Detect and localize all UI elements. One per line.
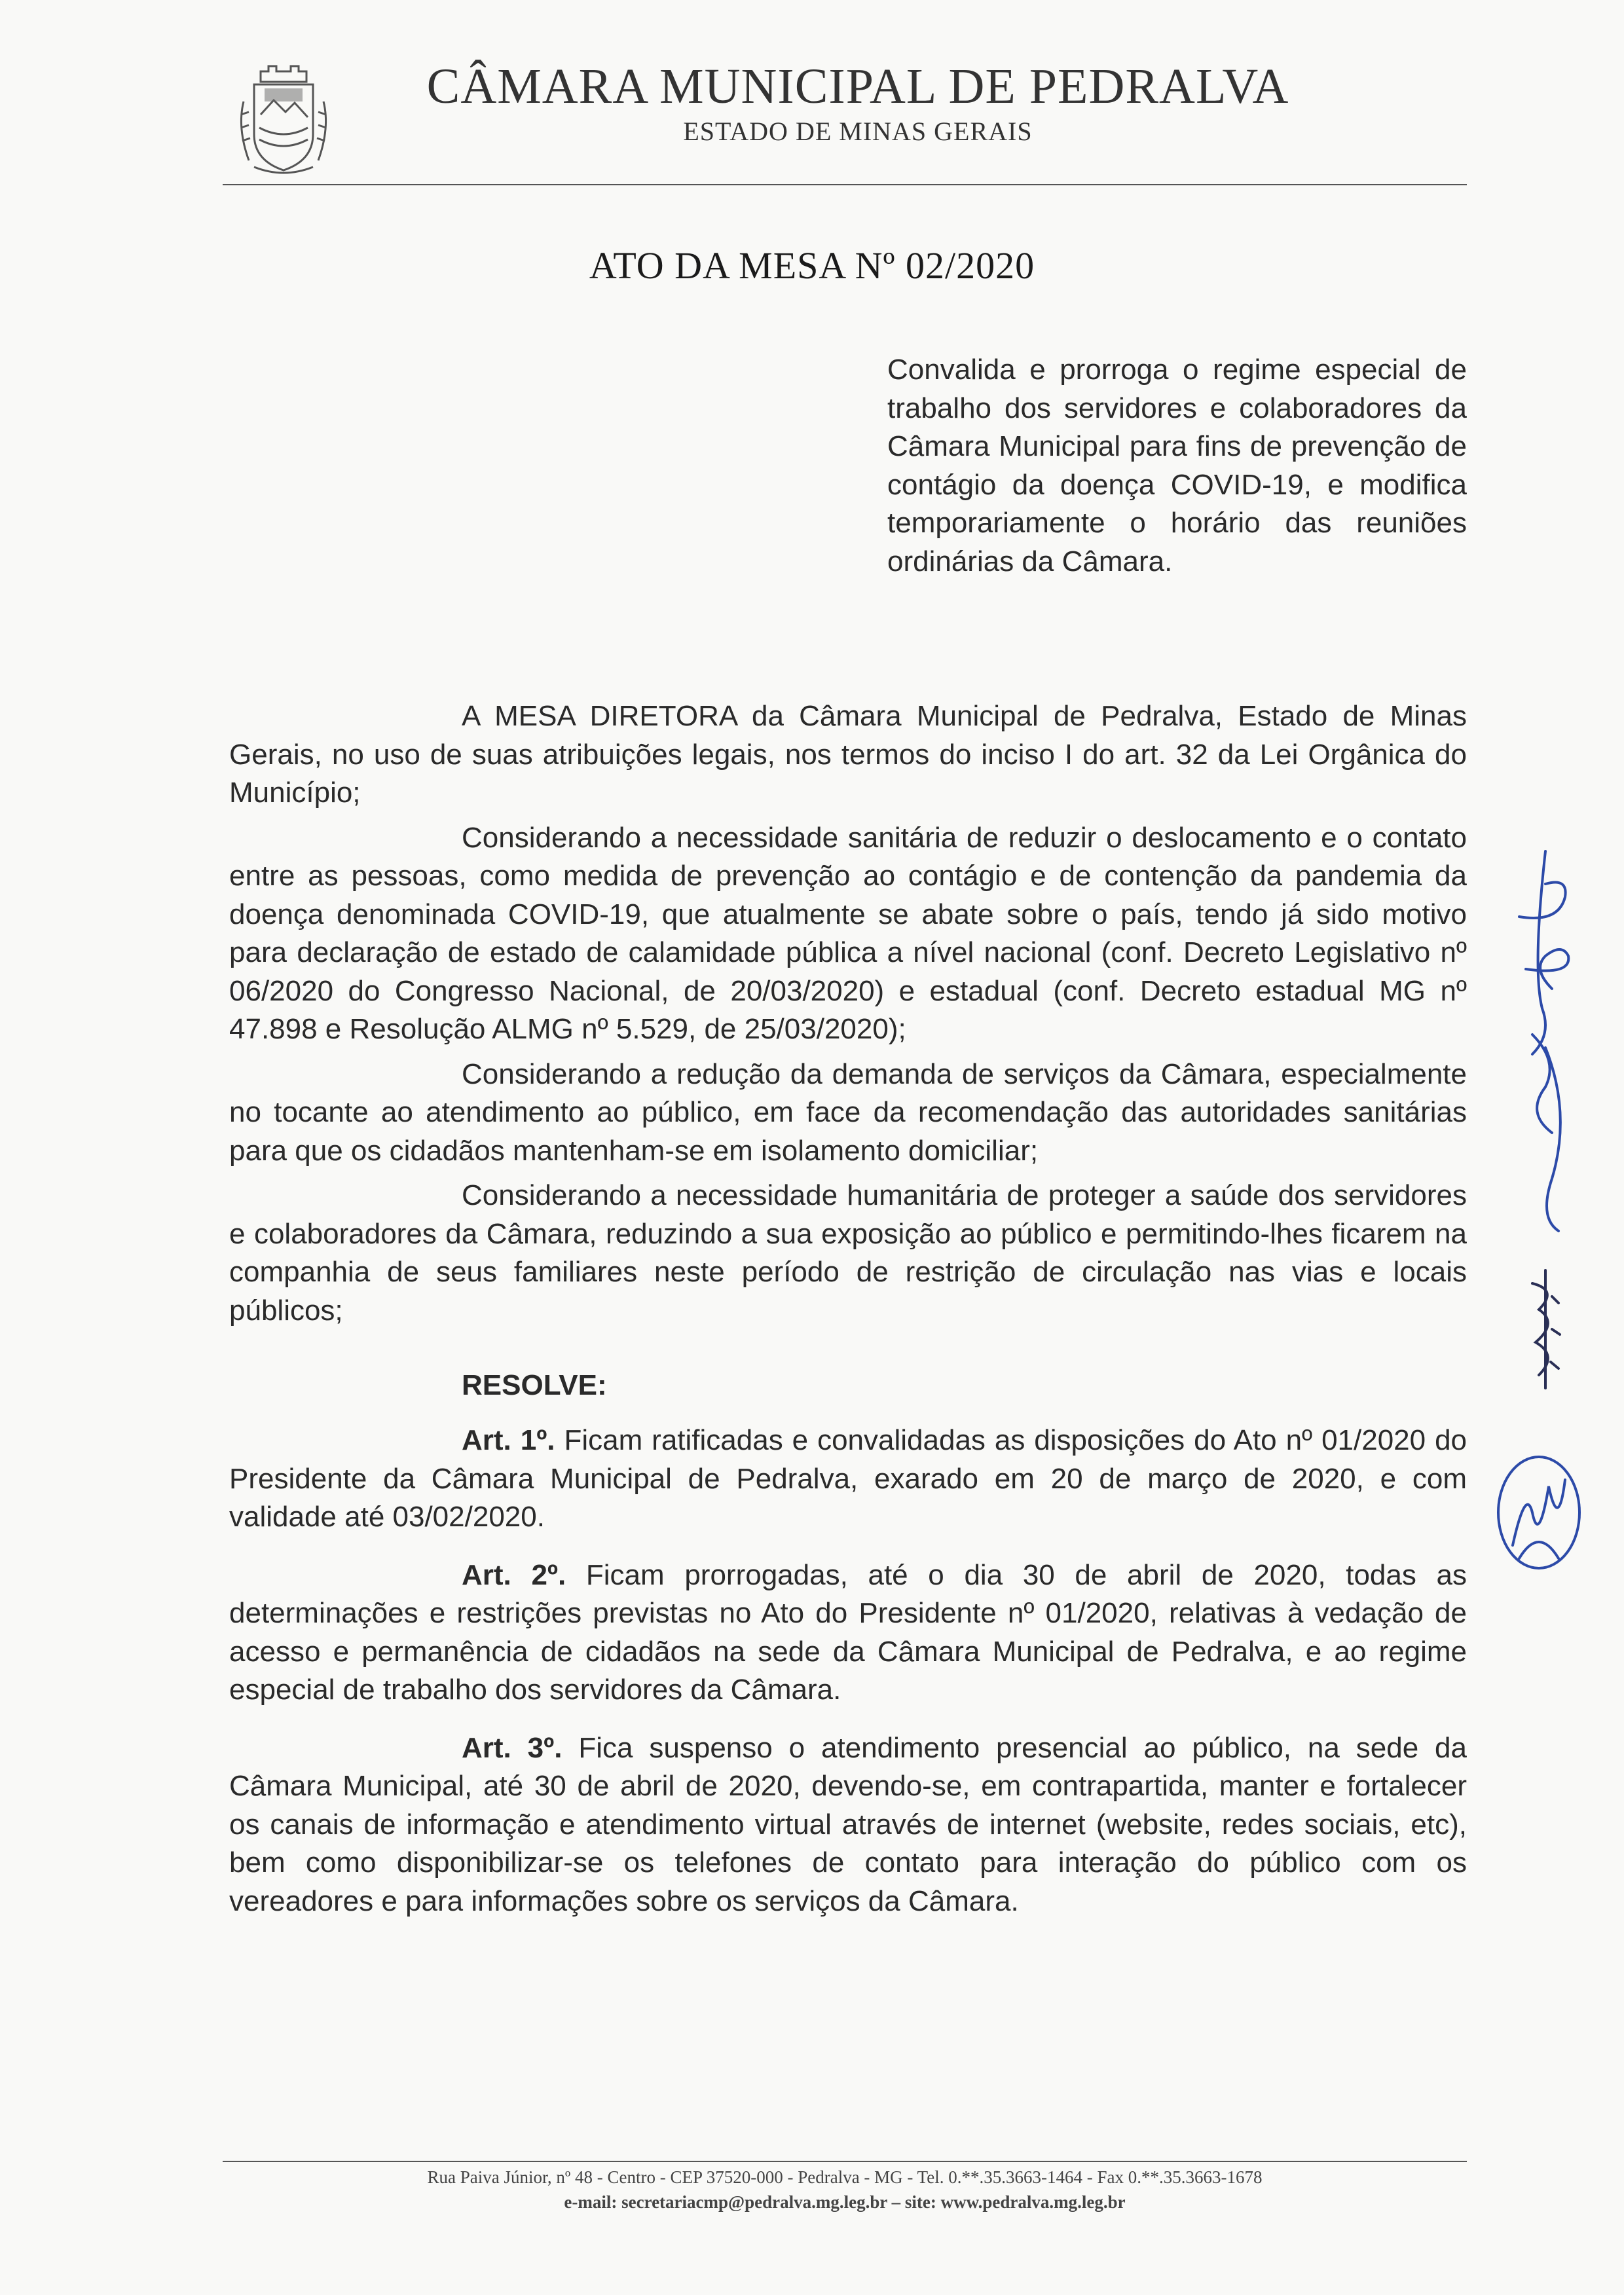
footer-contact: e-mail: secretariacmp@pedralva.mg.leg.br – site: www.pedralva.mg.leg.br bbox=[564, 2192, 1126, 2212]
preamble-paragraph: A MESA DIRETORA da Câmara Municipal de Pedralva, Estado de Minas Gerais, no uso de suas atribuições legais, nos termos do inciso I do art. 32 da Lei Orgânica do Município; bbox=[229, 700, 1467, 809]
article-1 bbox=[229, 1422, 1467, 1537]
document-body bbox=[229, 697, 1467, 1940]
article-2 bbox=[229, 1556, 1467, 1710]
ementa-summary: Convalida e prorroga o regime especial de trabalho dos servidores e colaboradores da Câmara Municipal para fins de prevenção de contágio da doença COVID-19, e modifica temporariamente o horário das reuniões ordinárias da Câmara. bbox=[887, 354, 1467, 578]
article-text: Ficam ratificadas e convalidadas as disposições do Ato nº 01/2020 do Presidente da Câmara Municipal de Pedralva, exarado em 20 de março de 2020, e com validade até 03/02/2020. bbox=[229, 1424, 1467, 1533]
organization-title: CÂMARA MUNICIPAL DE PEDRALVA bbox=[426, 59, 1289, 114]
article-3 bbox=[229, 1729, 1467, 1921]
signature-initials bbox=[1519, 1264, 1572, 1395]
signature-initials bbox=[1486, 1447, 1591, 1578]
header-divider bbox=[223, 184, 1467, 185]
article-text: Fica suspenso o atendimento presencial ao público, na sede da Câmara Municipal, até 30 de abril de 2020, devendo-se, em contrapartida, manter e fortalecer os canais de informação e atendimento virtual através de internet (website, redes sociais, etc), bem como disponibilizar-se os telefones de contato para interação do público com os vereadores e para informações sobre os serviços da Câmara. bbox=[229, 1731, 1467, 1917]
letterhead bbox=[223, 56, 1467, 187]
document-title: ATO DA MESA Nº 02/2020 bbox=[589, 244, 1035, 287]
article-label: Art. 2º. bbox=[462, 1558, 566, 1591]
footer-address: Rua Paiva Júnior, nº 48 - Centro - CEP 37520-000 - Pedralva - MG - Tel. 0.**.35.3663-1464 - Fax 0.**.35.3663-1678 bbox=[427, 2167, 1263, 2187]
article-label: Art. 3º. bbox=[462, 1731, 563, 1764]
resolve-heading: RESOLVE: bbox=[462, 1369, 607, 1401]
article-label: Art. 1º. bbox=[462, 1424, 555, 1456]
signature-initials bbox=[1506, 838, 1585, 1244]
considering-paragraph: Considerando a redução da demanda de serviços da Câmara, especialmente no tocante ao atendimento ao público, em face da recomendação das autoridades sanitárias para que os cidadãos mantenham-se em isolamento domiciliar; bbox=[229, 1057, 1467, 1167]
footer-divider bbox=[223, 2161, 1467, 2162]
coat-of-arms-icon bbox=[234, 62, 333, 179]
considering-paragraph: Considerando a necessidade sanitária de reduzir o deslocamento e o contato entre as pessoas, como medida de prevenção ao contágio e de contenção da pandemia da doença denominada COVID-19, que atualmente se abate sobre o país, tendo já sido motivo para declaração de estado de calamidade pública a nível nacional (conf. Decreto Legislativo nº 06/2020 do Congresso Nacional, de 20/03/2020) e estadual (conf. Decreto estadual MG nº 47.898 e Resolução ALMG nº 5.529, de 25/03/2020); bbox=[229, 821, 1467, 1045]
organization-subtitle: ESTADO DE MINAS GERAIS bbox=[683, 117, 1033, 146]
considering-paragraph: Considerando a necessidade humanitária de proteger a saúde dos servidores e colaboradores da Câmara, reduzindo a sua exposição ao público e permitindo-lhes ficarem na companhia de seus familiares neste período de restrição de circulação nas vias e locais públicos; bbox=[229, 1179, 1467, 1327]
article-text: Ficam prorrogadas, até o dia 30 de abril de 2020, todas as determinações e restrições previstas no Ato do Presidente nº 01/2020, relativas à vedação de acesso e permanência de cidadãos na sede da Câmara Municipal de Pedralva, e ao regime especial de trabalho dos servidores da Câmara. bbox=[229, 1558, 1467, 1706]
